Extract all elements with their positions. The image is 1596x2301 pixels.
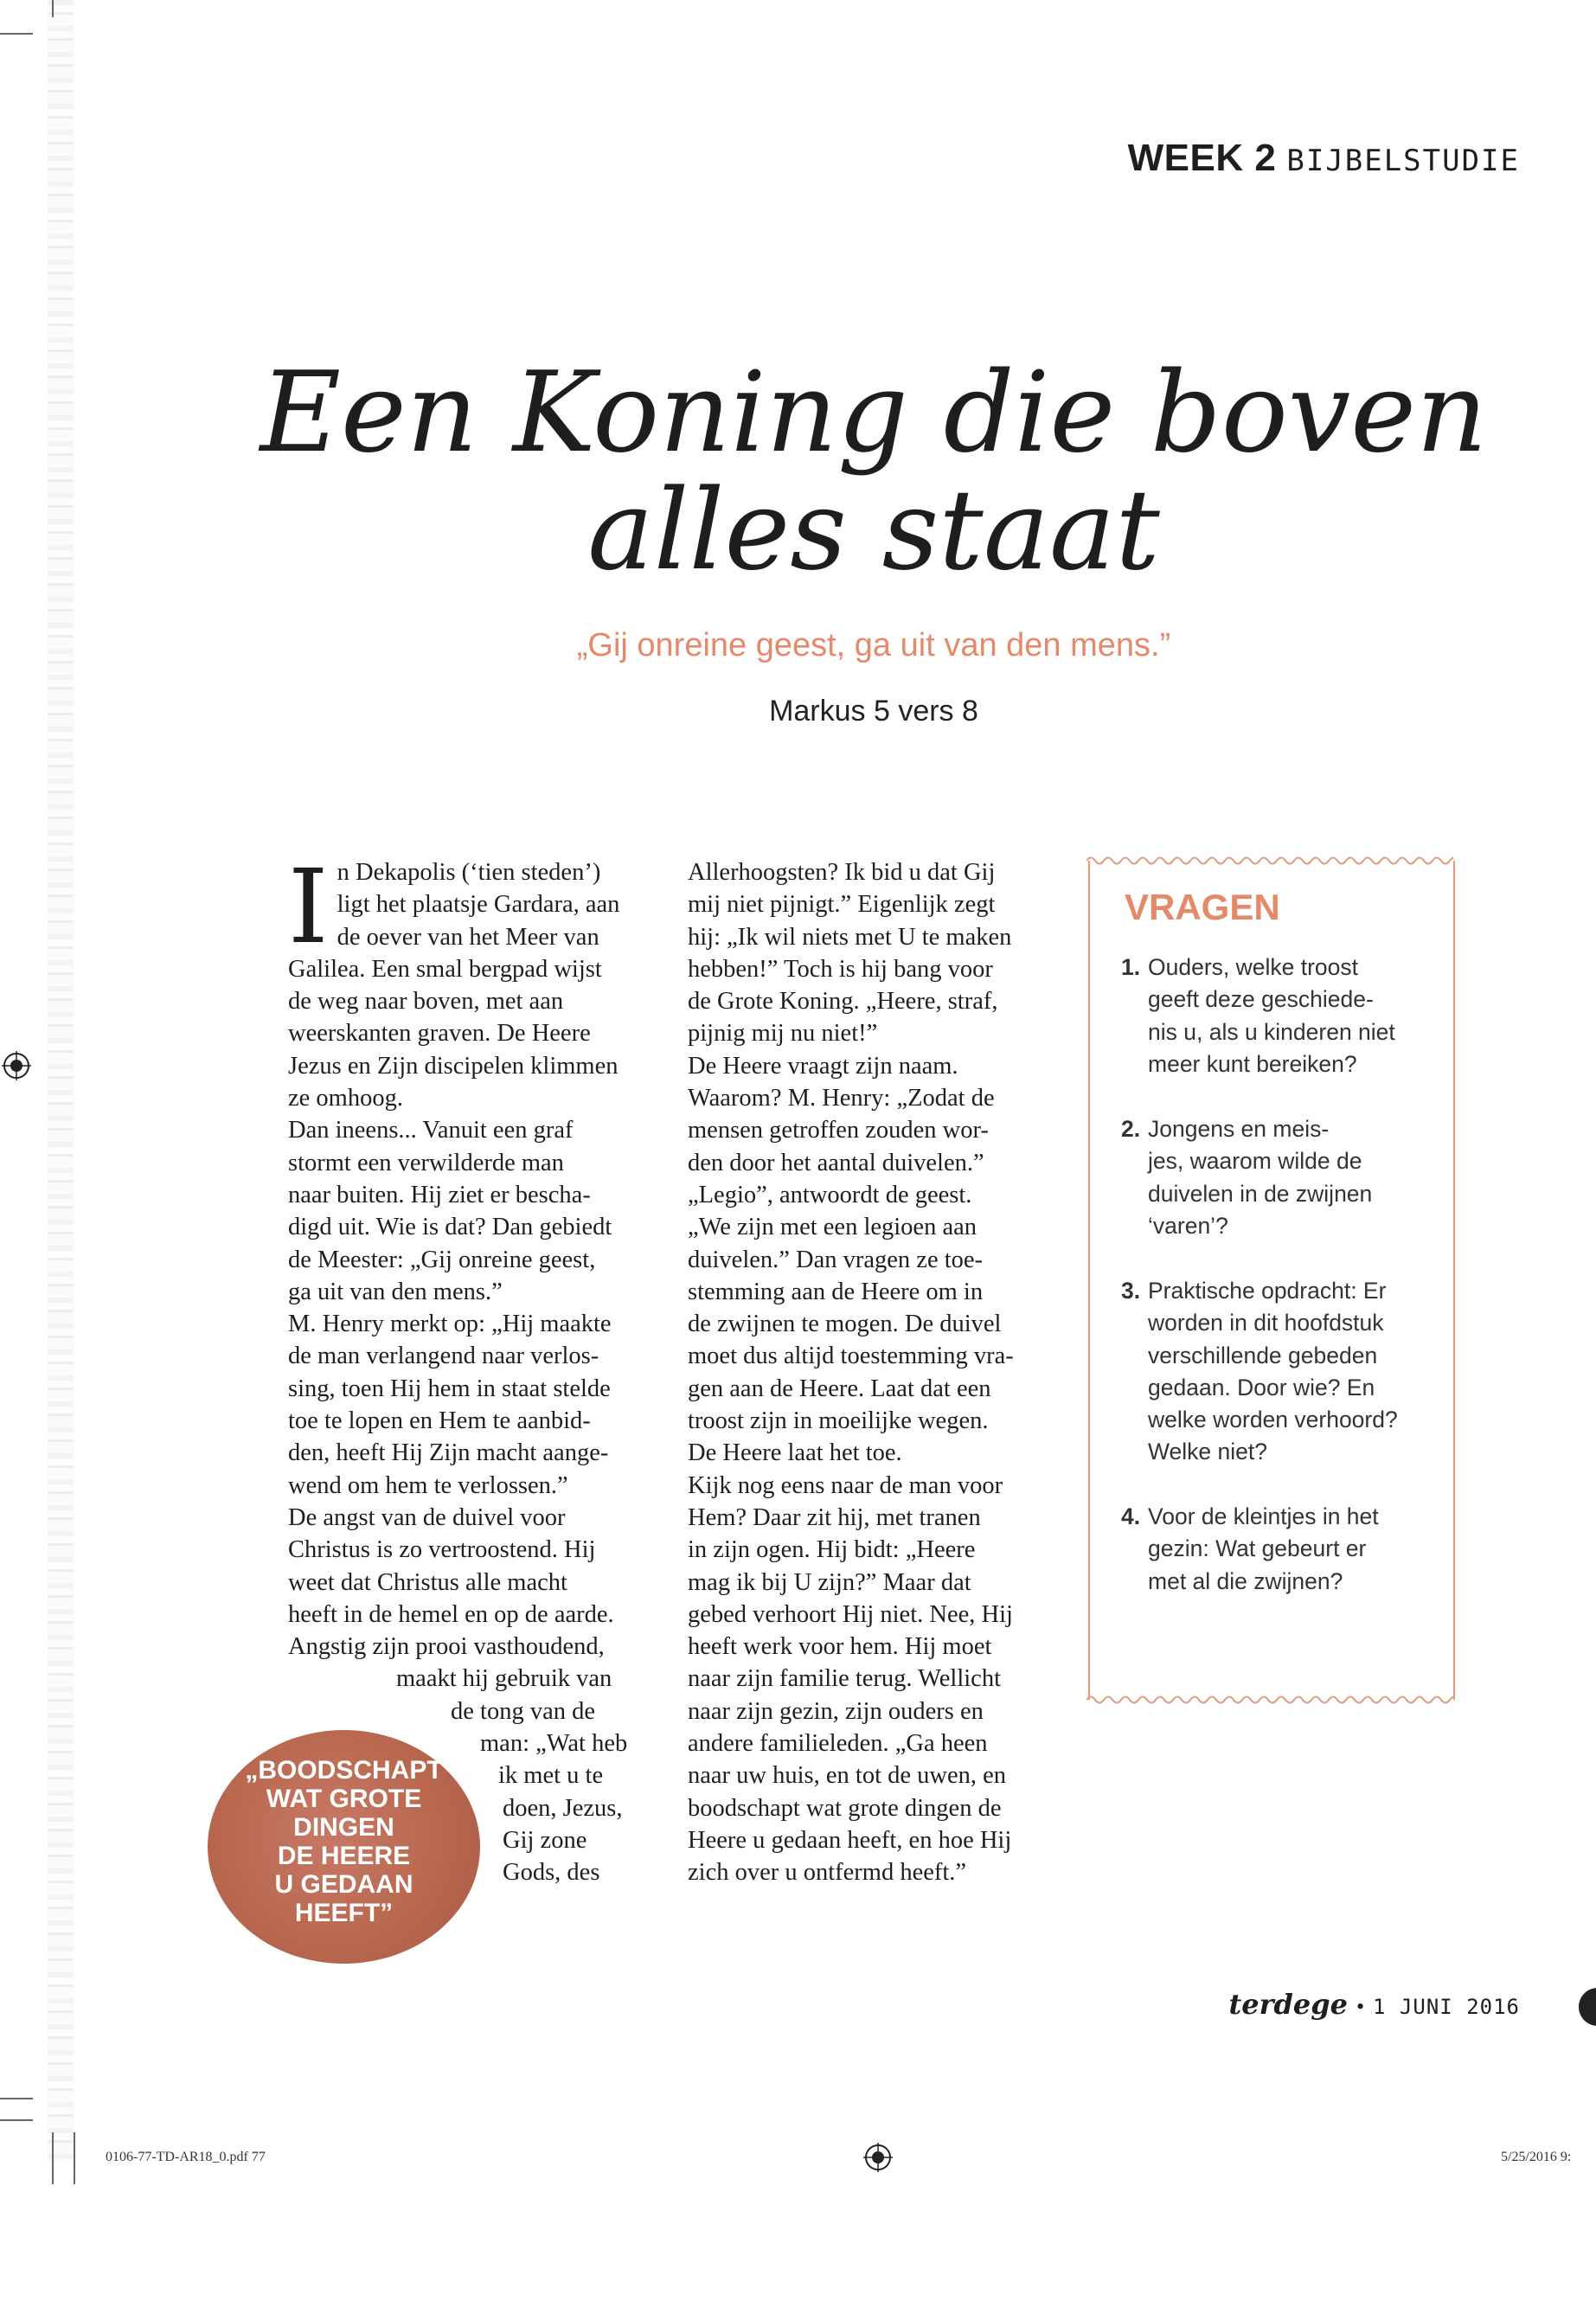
article-title <box>0 349 1596 595</box>
text-line: naar buiten. Hij ziet er bescha- <box>288 1181 591 1208</box>
pullquote-line: DINGEN <box>293 1813 394 1842</box>
section-label: BIJBELSTUDIE <box>1286 144 1520 178</box>
crop-mark <box>0 33 33 35</box>
text-line: heeft werk voor hem. Hij moet <box>688 1633 992 1661</box>
question-line: Ouders, welke troost <box>1148 954 1359 980</box>
text-line: digd uit. Wie is dat? Dan gebiedt <box>288 1214 612 1241</box>
text-line: weerskanten graven. De Heere <box>288 1020 591 1048</box>
text-line: Waarom? M. Henry: „Zodat de <box>688 1085 995 1112</box>
question-line: geeft deze geschiede- <box>1148 986 1374 1013</box>
text-line: wend om hem te verlossen.” <box>288 1471 568 1499</box>
question-line: nis u, als u kinderen niet <box>1148 1018 1395 1045</box>
question-line: meer kunt bereiken? <box>1148 1050 1357 1077</box>
text-line: in zijn ogen. Hij bidt: „Heere <box>688 1536 976 1564</box>
question-line: duivelen in de zwijnen <box>1148 1180 1373 1207</box>
text-line: De Heere laat het toe. <box>688 1439 902 1467</box>
title-line: alles staat <box>587 466 1160 595</box>
bible-quote: „Gij onreine geest, ga uit van den mens.” <box>576 627 1171 663</box>
question-item <box>1121 1113 1441 1242</box>
question-line: Welke niet? <box>1148 1439 1267 1465</box>
text-line: den, heeft Hij Zijn macht aange- <box>288 1439 609 1467</box>
text-line: de tong van de <box>451 1697 595 1725</box>
crop-mark <box>52 0 54 17</box>
question-item <box>1121 1501 1441 1598</box>
question-line: jes, waarom wilde de <box>1148 1148 1362 1175</box>
text-line: moet dus altijd toestemming vra- <box>688 1343 1014 1370</box>
text-line: naar zijn familie terug. Wellicht <box>688 1665 1001 1693</box>
question-line: Voor de kleintjes in het <box>1148 1503 1379 1529</box>
question-line: welke worden verhoord? <box>1148 1407 1398 1433</box>
text-line: naar zijn gezin, zijn ouders en <box>688 1697 984 1725</box>
issue-date: 1 JUNI 2016 <box>1373 1995 1520 2019</box>
pullquote-line: „BOODSCHAPT <box>245 1756 443 1785</box>
text-line: mensen getroffen zouden wor- <box>688 1117 989 1144</box>
crop-mark <box>74 2132 75 2184</box>
text-line: Allerhoogsten? Ik bid u dat Gij <box>688 859 996 886</box>
print-slug-date: 5/25/2016 9: <box>1501 2150 1572 2164</box>
text-line: Hem? Daar zit hij, met tranen <box>688 1503 981 1531</box>
text-line: stemming aan de Heere om in <box>688 1278 984 1305</box>
question-line: worden in dit hoofdstuk <box>1148 1310 1384 1336</box>
text-line: andere familieleden. „Ga heen <box>688 1730 988 1758</box>
text-line: hebben!” Toch is hij bang voor <box>688 955 993 983</box>
text-line: pijnig mij nu niet!” <box>688 1020 878 1048</box>
pullquote <box>229 1756 458 1927</box>
text-line: ga uit van den mens.” <box>288 1278 503 1305</box>
page-number-tab <box>1579 1988 1596 2026</box>
text-line: maakt hij gebruik van <box>396 1665 612 1693</box>
question-number: 3. <box>1121 1278 1141 1304</box>
scan-artifact-strip <box>48 0 74 2163</box>
text-line: n Dekapolis (‘tien steden’) <box>337 859 601 886</box>
text-line: doen, Jezus, <box>503 1794 623 1822</box>
question-number: 1. <box>1121 954 1141 980</box>
text-line: heeft in de hemel en op de aarde. <box>288 1600 614 1628</box>
registration-mark-icon <box>2 1051 31 1080</box>
text-line: toe te lopen en Hem te aanbid- <box>288 1407 591 1435</box>
question-number: 2. <box>1121 1116 1141 1142</box>
question-item <box>1121 1275 1441 1469</box>
question-line: gedaan. Door wie? En <box>1148 1374 1375 1400</box>
question-line: gezin: Wat gebeurt er <box>1148 1535 1367 1562</box>
pullquote-line: U GEDAAN <box>274 1870 413 1899</box>
text-line: ik met u te <box>498 1762 604 1790</box>
drop-cap: I <box>288 847 329 966</box>
text-line: hij: „Ik wil niets met U te maken <box>688 923 1012 951</box>
text-line: M. Henry merkt op: „Hij maakte <box>288 1311 612 1338</box>
text-line: De Heere vraagt zijn naam. <box>688 1052 958 1080</box>
text-line: Gods, des <box>503 1859 600 1887</box>
question-line: ‘varen’? <box>1148 1212 1228 1239</box>
question-line: Praktische opdracht: Er <box>1148 1278 1387 1304</box>
text-line: Dan ineens... Vanuit een graf <box>288 1117 574 1144</box>
text-line: weet dat Christus alle macht <box>288 1568 567 1596</box>
text-line: Galilea. Een smal bergpad wijst <box>288 955 602 983</box>
question-item <box>1121 952 1441 1080</box>
footer-separator: • <box>1356 1994 1365 2019</box>
text-line: „Legio”, antwoordt de geest. <box>688 1181 972 1208</box>
registration-mark-icon <box>863 2143 893 2172</box>
text-line: mij niet pijnigt.” Eigenlijk zegt <box>688 891 996 919</box>
text-line: boodschapt wat grote dingen de <box>688 1794 1002 1822</box>
text-line: zich over u ontfermd heeft.” <box>688 1859 967 1887</box>
text-line: duivelen.” Dan vragen ze toe- <box>688 1246 984 1273</box>
pullquote-line: WAT GROTE <box>266 1785 422 1813</box>
question-number: 4. <box>1121 1503 1141 1529</box>
crop-mark <box>0 2119 33 2121</box>
text-line: de Grote Koning. „Heere, straf, <box>688 988 998 1016</box>
text-line: de oever van het Meer van <box>337 923 599 951</box>
text-line: man: „Wat heb <box>480 1730 628 1758</box>
wavy-border-bottom <box>1086 1694 1453 1706</box>
text-line: stormt een verwilderde man <box>288 1149 564 1176</box>
text-line: de zwijnen te mogen. De duivel <box>688 1311 1002 1338</box>
question-line: verschillende gebeden <box>1148 1342 1378 1368</box>
text-line: den door het aantal duivelen.” <box>688 1149 984 1176</box>
text-line: Jezus en Zijn discipelen klimmen <box>288 1052 619 1080</box>
text-line: gen aan de Heere. Laat dat een <box>688 1375 991 1402</box>
page-footer <box>1228 1988 1520 2021</box>
text-line: de Meester: „Gij onreine geest, <box>288 1246 596 1273</box>
title-line: Een Koning die boven <box>260 349 1488 478</box>
text-line: De angst van de duivel voor <box>288 1503 566 1531</box>
bible-reference: Markus 5 vers 8 <box>769 695 978 727</box>
week-label: WEEK 2 <box>1127 137 1277 179</box>
crop-mark <box>52 2132 54 2184</box>
text-line: mag ik bij U zijn?” Maar dat <box>688 1568 971 1596</box>
text-line: sing, toen Hij hem in staat stelde <box>288 1375 611 1402</box>
section-header <box>1128 137 1520 180</box>
text-line: Christus is zo vertroostend. Hij <box>288 1536 596 1564</box>
text-line: „We zijn met een legioen aan <box>688 1214 977 1241</box>
question-line: met al die zwijnen? <box>1148 1567 1343 1594</box>
text-line: Gij zone <box>503 1826 587 1854</box>
text-line: de weg naar boven, met aan <box>288 988 564 1016</box>
pullquote-line: HEEFT” <box>294 1899 394 1927</box>
text-line: Heere u gedaan heeft, en hoe Hij <box>688 1826 1012 1854</box>
text-line: ze omhoog. <box>288 1085 403 1112</box>
text-line: de man verlangend naar verlos- <box>288 1343 599 1370</box>
wavy-border-top <box>1086 855 1453 867</box>
pullquote-line: DE HEERE <box>277 1842 411 1870</box>
text-line: gebed verhoort Hij niet. Nee, Hij <box>688 1600 1013 1628</box>
question-line: Jongens en meis- <box>1148 1116 1330 1142</box>
text-line: ligt het plaatsje Gardara, aan <box>337 891 620 919</box>
print-slug-filename: 0106-77-TD-AR18_0.pdf 77 <box>106 2150 266 2164</box>
questions-title: VRAGEN <box>1125 887 1280 927</box>
text-line: Angstig zijn prooi vasthoudend, <box>288 1633 605 1661</box>
magazine-logo: terdege <box>1228 1988 1348 2021</box>
crop-mark <box>0 2098 33 2099</box>
article-column-2 <box>688 856 1055 1889</box>
text-line: naar uw huis, en tot de uwen, en <box>688 1762 1007 1790</box>
text-line: Kijk nog eens naar de man voor <box>688 1471 1003 1499</box>
text-line: troost zijn in moeilijke wegen. <box>688 1407 989 1435</box>
